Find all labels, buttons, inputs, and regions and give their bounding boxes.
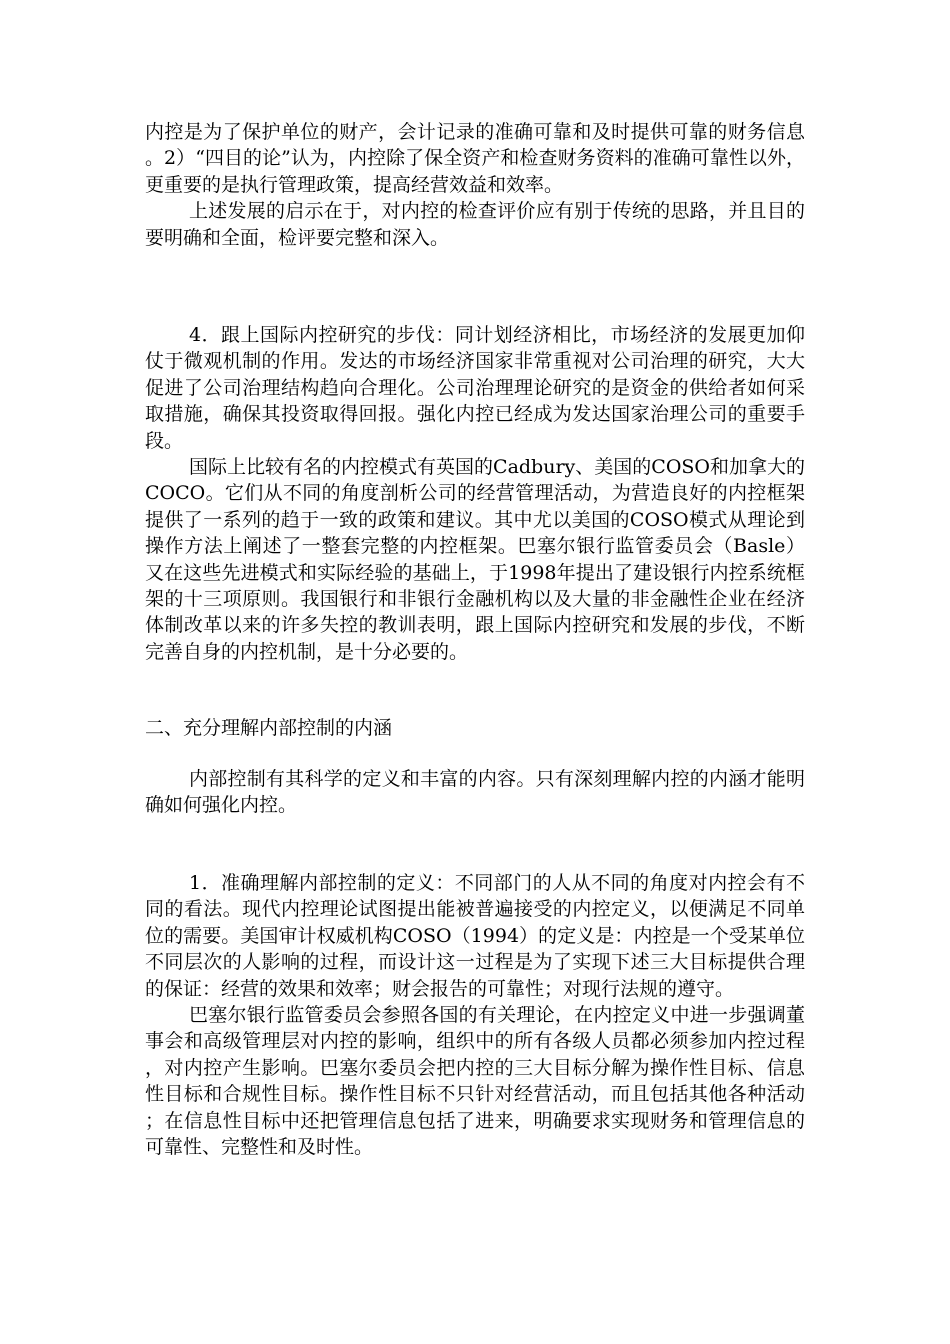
numbered-paragraph-1: 1．准确理解内部控制的定义：不同部门的人从不同的角度对内控会有不同的看法。现代内控理论试图提出能被普遍接受的内控定义，以便满足不同单位的需要。美国审计权威机构COSO（1994）的定义是：内控是一个受某单位不同层次的人影响的过程，而设计这一过程是为了实现下述三大目标提供合理的保证：经营的效果和效率；财会报告的可靠性；对现行法规的遵守。 [145,872,805,1000]
section-heading: 二、充分理解内部控制的内涵 [145,717,393,739]
continuation-block [145,119,805,251]
section-4-block [145,322,805,665]
body-paragraph: 上述发展的启示在于，对内控的检查评价应有别于传统的思路，并且目的要明确和全面，检评要完整和深入。 [145,200,805,249]
body-paragraph: 内部控制有其科学的定义和丰富的内容。只有深刻理解内控的内涵才能明确如何强化内控。 [145,768,805,817]
numbered-paragraph-4: 4．跟上国际内控研究的步伐：同计划经济相比，市场经济的发展更加仰仗于微观机制的作用。发达的市场经济国家非常重视对公司治理的研究，大大促进了公司治理结构趋向合理化。公司治理理论研究的是资金的供给者如何采取措施，确保其投资取得回报。强化内控已经成为发达国家治理公司的重要手段。 [145,324,805,452]
section-heading-block [145,715,805,741]
body-paragraph: 巴塞尔银行监管委员会参照各国的有关理论，在内控定义中进一步强调董事会和高级管理层对内控的影响，组织中的所有各级人员都必须参加内控过程，对内控产生影响。巴塞尔委员会把内控的三大目标分解为操作性目标、信息性目标和合规性目标。操作性目标不只针对经营活动，而且包括其他各种活动；在信息性目标中还把管理信息包括了进来，明确要求实现财务和管理信息的可靠性、完整性和及时性。 [145,1004,805,1159]
body-paragraph: 国际上比较有名的内控模式有英国的Cadbury、美国的COSO和加拿大的COCO。它们从不同的角度剖析公司的经营管理活动，为营造良好的内控框架提供了一系列的趋于一致的政策和建议。其中尤以美国的COSO模式从理论到操作方法上阐述了一整套完整的内控框架。巴塞尔银行监管委员会（Basle）又在这些先进模式和实际经验的基础上，于1998年提出了建设银行内控系统框架的十三项原则。我国银行和非银行金融机构以及大量的非金融性企业在经济体制改革以来的许多失控的教训表明，跟上国际内控研究和发展的步伐，不断完善自身的内控机制，是十分必要的。 [145,456,805,663]
section-1-block [145,870,805,1160]
continuation-paragraph: 内控是为了保护单位的财产，会计记录的准确可靠和及时提供可靠的财务信息。2）“四目的论”认为，内控除了保全资产和检查财务资料的准确可靠性以外，更重要的是执行管理政策，提高经营效益和效率。 [145,121,805,196]
intro-block [145,766,805,819]
